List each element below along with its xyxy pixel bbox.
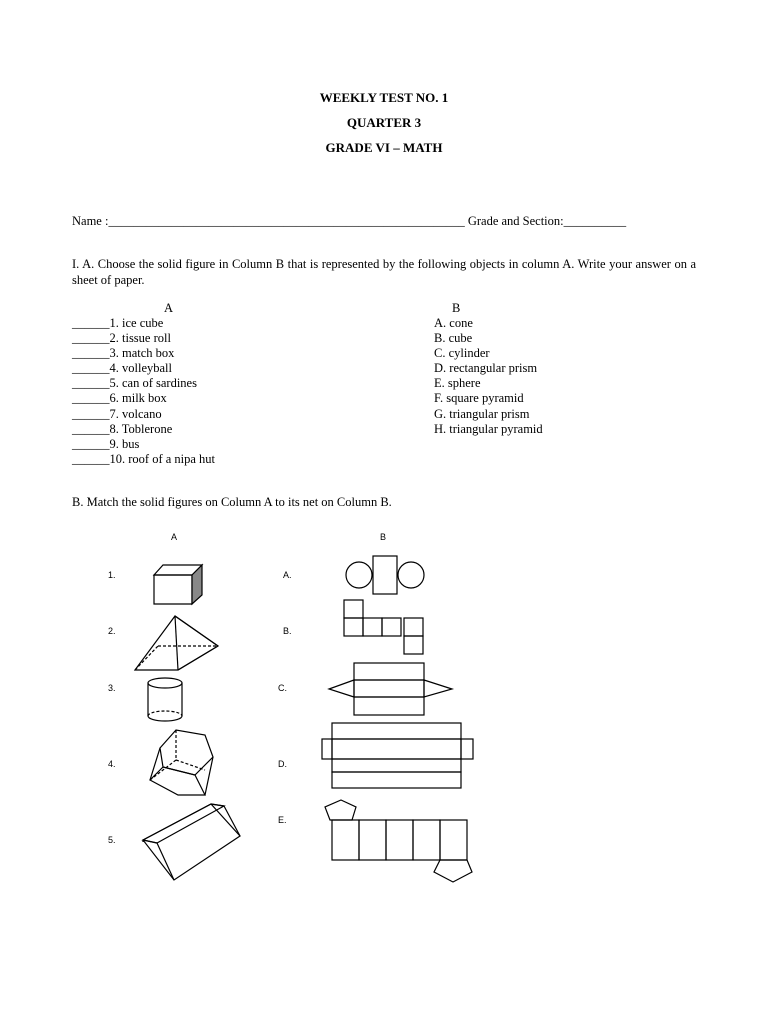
answer-blank[interactable]: ______ [72,361,110,376]
pentagonal-prism-solid-icon [150,730,213,795]
choice-item: B. cube [434,331,473,346]
choice-item: C. cylinder [434,346,490,361]
net-label-a: A. [283,570,292,580]
column-a-list [72,316,215,467]
item-text: 5. can of sardines [109,376,197,391]
pentagonal-prism-net-icon [325,800,472,882]
item-text: 8. Toblerone [109,421,173,436]
grade-section-label: Grade and Section: [464,214,564,228]
grade-subject-title: GRADE VI – MATH [325,140,443,155]
cube-solid-icon [154,565,202,604]
choice-item: D. rectangular prism [434,361,538,376]
column-b-heading: B [452,301,461,315]
figures-drawing [0,520,768,890]
item-text: 2. tissue roll [109,331,171,346]
cylinder-net-icon [346,556,424,594]
answer-blank[interactable]: ______ [72,331,110,346]
triangular-prism-net-icon [329,663,452,715]
part-b-instruction: B. Match the solid figures on Column A to its net on Column B. [72,495,392,509]
net-label-b: B. [283,626,292,636]
answer-blank[interactable]: ______ [72,316,110,330]
list-item [72,437,215,452]
column-b-list [434,316,543,437]
choice-item: F. square pyramid [434,391,524,406]
list-item [72,452,215,467]
item-text: 9. bus [109,436,140,451]
solid-label-5: 5. [108,835,116,845]
item-text: 10. roof of a nipa hut [109,451,216,466]
name-blank[interactable]: _________________________________________________________ [108,214,465,228]
net-label-d: D. [278,759,287,769]
choice-item: A. cone [434,316,473,330]
answer-blank[interactable]: ______ [72,346,110,361]
solid-label-1: 1. [108,570,116,580]
item-text: 1. ice cube [109,316,164,330]
test-title: WEEKLY TEST NO. 1 [319,90,449,105]
choice-item: E. sphere [434,376,481,391]
item-text: 7. volcano [109,406,162,421]
item-text: 3. match box [109,346,175,361]
list-item [72,376,215,391]
rectangular-prism-solid-icon [143,804,240,880]
choice-item: G. triangular prism [434,406,530,421]
grade-section-blank[interactable]: __________ [563,214,627,228]
name-grade-line [72,214,697,229]
figures-column-b-heading: B [380,532,387,542]
part-a-instruction: I. A. Choose the solid figure in Column B that is represented by the following objects in column A. Write your answer on a sheet of paper. [72,257,696,287]
rectangular-prism-net-icon [322,723,473,788]
answer-blank[interactable]: ______ [72,376,110,391]
name-label: Name : [72,214,109,228]
list-item [72,331,215,346]
list-item [72,422,215,437]
choice-item: H. triangular pyramid [434,421,543,436]
figures-column-a-heading: A [171,532,178,542]
triangular-prism-solid-icon [135,616,218,670]
quarter-title: QUARTER 3 [346,115,422,130]
answer-blank[interactable]: ______ [72,406,110,421]
cube-net-icon [344,600,423,654]
list-item [72,346,215,361]
item-text: 6. milk box [109,391,167,406]
cylinder-solid-icon [148,678,182,721]
solid-label-4: 4. [108,759,116,769]
solid-label-3: 3. [108,683,116,693]
net-label-c: C. [278,683,287,693]
net-label-e: E. [278,815,287,825]
list-item [72,391,215,406]
answer-blank[interactable]: ______ [72,436,110,451]
list-item [72,361,215,376]
answer-blank[interactable]: ______ [72,421,110,436]
list-item [72,407,215,422]
column-a-heading: A [164,301,174,315]
answer-blank[interactable]: ______ [72,391,110,406]
solid-label-2: 2. [108,626,116,636]
item-text: 4. volleyball [109,361,172,376]
answer-blank[interactable]: ______ [72,451,110,466]
list-item [72,316,215,331]
